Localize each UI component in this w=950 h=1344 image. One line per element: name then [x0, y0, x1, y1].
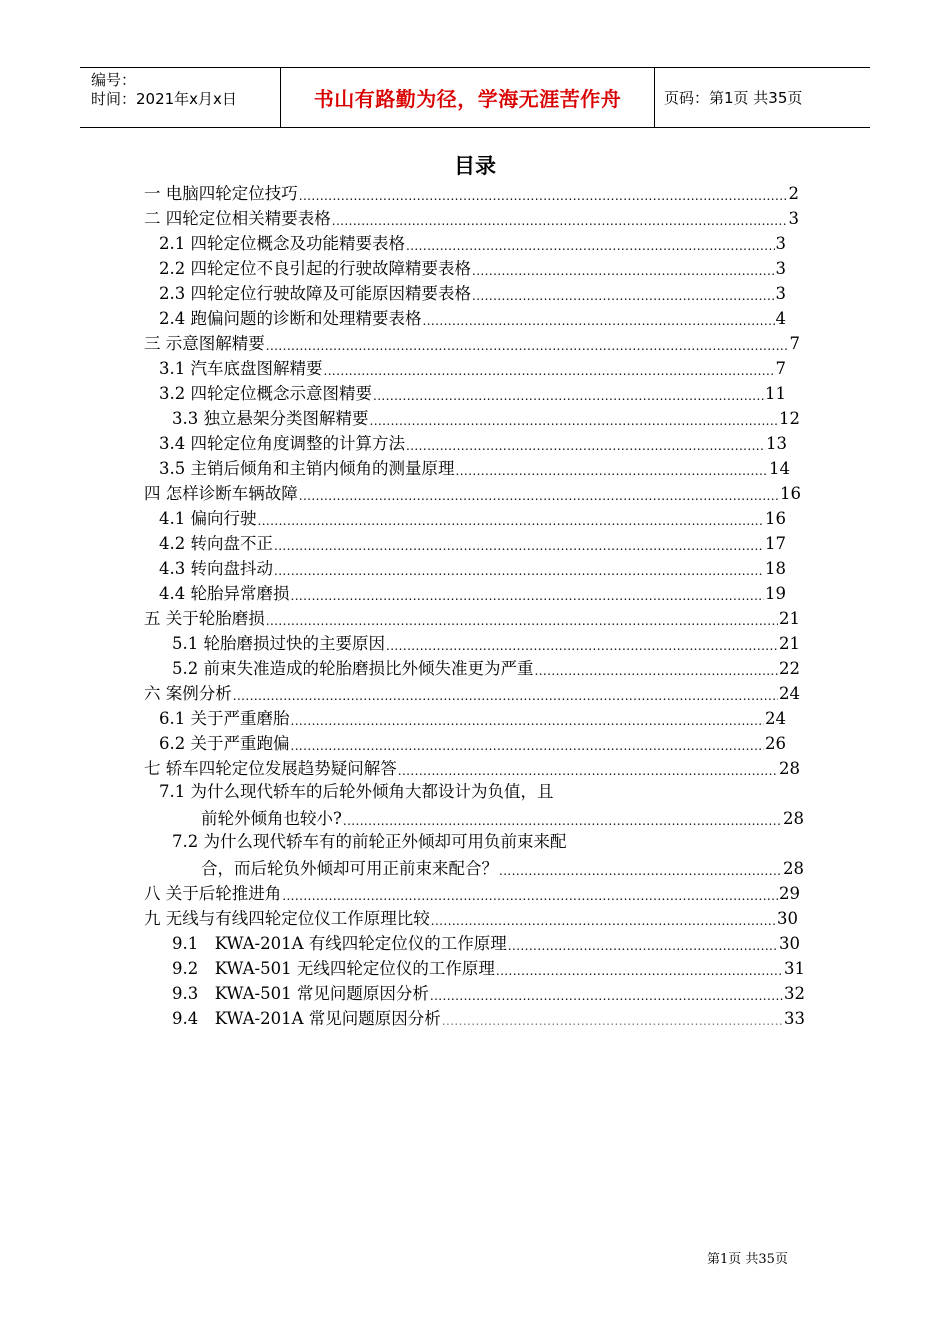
toc-leader-dots [496, 962, 783, 980]
toc-entry-page: 30 [779, 934, 800, 953]
header-number-label: 编号： [91, 71, 137, 89]
toc-leader-dots [499, 862, 782, 880]
toc-entry-page: 4 [775, 309, 786, 328]
toc-leader-dots [282, 887, 778, 905]
toc-entry[interactable] [144, 331, 800, 355]
toc-entry-label: 5.1 轮胎磨损过快的主要原因 [172, 634, 385, 653]
toc-leader-dots [423, 312, 775, 330]
toc-entry-label: 4.1 偏向行驶 [159, 509, 257, 528]
toc-entry-page: 22 [779, 659, 800, 678]
toc-entry-page: 24 [765, 709, 786, 728]
toc-entry-label: 2.3 四轮定位行驶故障及可能原因精要表格 [159, 284, 471, 303]
toc-entry-page: 7 [789, 334, 800, 353]
toc-leader-dots [535, 662, 779, 680]
toc-entry[interactable] [172, 406, 800, 430]
page-header [80, 67, 870, 128]
toc-entry-label: 3.1 汽车底盘图解精要 [159, 359, 323, 378]
toc-entry[interactable] [172, 981, 805, 1005]
header-page-info: 页码：第1页 共35页 [664, 89, 803, 107]
toc-entry-page: 16 [765, 509, 786, 528]
toc-title: 目录 [454, 154, 496, 178]
toc-leader-dots [324, 362, 775, 380]
toc-leader-dots [442, 1012, 783, 1030]
toc-entry[interactable] [201, 856, 804, 880]
toc-entry[interactable] [159, 356, 786, 380]
toc-entry[interactable] [201, 806, 804, 830]
toc-entry[interactable] [172, 931, 800, 955]
toc-leader-dots [472, 287, 775, 305]
toc-entry[interactable] [172, 956, 805, 980]
toc-entry-label: 三 示意图解精要 [144, 334, 265, 353]
toc-entry-label: 四 怎样诊断车辆故障 [144, 484, 298, 503]
toc-entry[interactable] [144, 181, 799, 205]
toc-entry-label: 一 电脑四轮定位技巧 [144, 184, 298, 203]
toc-entry[interactable] [144, 881, 800, 905]
toc-leader-dots [398, 762, 778, 780]
toc-leader-dots [431, 912, 776, 930]
toc-entry-page: 3 [775, 284, 786, 303]
toc-entry-label: 2.4 跑偏问题的诊断和处理精要表格 [159, 309, 422, 328]
toc-entry-page: 11 [765, 384, 786, 403]
toc-leader-dots [266, 612, 778, 630]
toc-entry-page: 16 [780, 484, 801, 503]
toc-entry-page: 13 [766, 434, 787, 453]
toc-entry-label: 八 关于后轮推进角 [144, 884, 282, 903]
toc-entry-page: 14 [769, 459, 790, 478]
toc-entry-label: 3.5 主销后倾角和主销内倾角的测量原理 [159, 459, 455, 478]
toc-entry-page: 32 [784, 984, 805, 1003]
toc-leader-dots [430, 987, 783, 1005]
toc-entry-page: 31 [784, 959, 805, 978]
toc-entry-page: 7 [775, 359, 786, 378]
toc-entry[interactable] [159, 381, 786, 405]
toc-entry-label: 二 四轮定位相关精要表格 [144, 209, 331, 228]
page-footer: 第1页 共35页 [707, 1252, 788, 1267]
header-motto: 书山有路勤为径，学海无涯苦作舟 [281, 68, 655, 127]
toc-entry[interactable] [172, 631, 800, 655]
toc-entry-label: 五 关于轮胎磨损 [144, 609, 265, 628]
toc-leader-dots [291, 712, 765, 730]
toc-entry-page: 2 [788, 184, 799, 203]
toc-entry[interactable] [159, 531, 786, 555]
toc-entry-label: 九 无线与有线四轮定位仪工作原理比较 [144, 909, 430, 928]
toc-entry[interactable] [144, 756, 800, 780]
toc-entry-page: 30 [777, 909, 798, 928]
toc-entry[interactable] [144, 606, 800, 630]
toc-entry-label: 前轮外倾角也较小? [201, 809, 342, 828]
toc-entry-label: 9.2 KWA-501 无线四轮定位仪的工作原理 [172, 959, 495, 978]
toc-leader-dots [370, 412, 779, 430]
toc-entry-page: 18 [765, 559, 786, 578]
toc-entry-label: 6.2 关于严重跑偏 [159, 734, 290, 753]
toc-entry[interactable] [159, 256, 786, 280]
toc-entry-page: 3 [775, 259, 786, 278]
toc-entry-page: 33 [784, 1009, 805, 1028]
toc-entry-label: 4.2 转向盘不正 [159, 534, 273, 553]
toc-leader-dots [472, 262, 775, 280]
toc-entry[interactable] [144, 481, 801, 505]
toc-entry-label: 9.1 KWA-201A 有线四轮定位仪的工作原理 [172, 934, 507, 953]
toc-entry-page: 28 [783, 809, 804, 828]
toc-leader-dots [332, 212, 788, 230]
toc-entry[interactable] [144, 906, 798, 930]
toc-entry[interactable] [159, 306, 786, 330]
header-time-label: 时间：2021年x月x日 [91, 90, 237, 108]
toc-entry-page: 24 [779, 684, 800, 703]
toc-entry-label: 3.4 四轮定位角度调整的计算方法 [159, 434, 405, 453]
toc-leader-dots [274, 537, 764, 555]
toc-entry-page: 21 [779, 609, 800, 628]
toc-leader-dots [386, 637, 778, 655]
toc-entry-label: 2.1 四轮定位概念及功能精要表格 [159, 234, 405, 253]
toc-leader-dots [266, 337, 789, 355]
toc-entry[interactable] [159, 581, 786, 605]
toc-entry-label[interactable]: 7.2 为什么现代轿车有的前轮正外倾却可用负前束来配 [172, 832, 567, 851]
toc-entry[interactable] [144, 206, 799, 230]
toc-entry-page: 26 [765, 734, 786, 753]
toc-leader-dots [343, 812, 782, 830]
toc-entry-page: 19 [765, 584, 786, 603]
toc-entry-label: 4.4 轮胎异常磨损 [159, 584, 290, 603]
toc-entry[interactable] [159, 556, 786, 580]
toc-entry[interactable] [159, 456, 790, 480]
toc-entry-page: 29 [779, 884, 800, 903]
toc-entry[interactable] [172, 1006, 805, 1030]
toc-entry-page: 3 [788, 209, 799, 228]
header-meta [80, 68, 281, 127]
toc-entry[interactable] [159, 231, 786, 255]
toc-entry[interactable] [159, 731, 786, 755]
toc-leader-dots [299, 187, 788, 205]
toc-leader-dots [508, 937, 778, 955]
toc-entry[interactable] [159, 431, 787, 455]
toc-entry[interactable] [144, 681, 800, 705]
toc-entry-page: 28 [783, 859, 804, 878]
toc-entry-label: 合，而后轮负外倾却可用正前束来配合？ [201, 859, 498, 878]
toc-leader-dots [258, 512, 765, 530]
toc-entry-label: 六 案例分析 [144, 684, 232, 703]
toc-entry[interactable] [159, 706, 786, 730]
toc-leader-dots [373, 387, 764, 405]
toc-entry[interactable] [172, 656, 800, 680]
toc-entry-page: 21 [779, 634, 800, 653]
toc-leader-dots [291, 587, 765, 605]
toc-entry-label: 4.3 转向盘抖动 [159, 559, 273, 578]
toc-leader-dots [291, 737, 765, 755]
toc-leader-dots [233, 687, 778, 705]
toc-entry-label: 3.3 独立悬架分类图解精要 [172, 409, 369, 428]
toc-entry-label: 5.2 前束失准造成的轮胎磨损比外倾失准更为严重 [172, 659, 534, 678]
toc-entry-label: 七 轿车四轮定位发展趋势疑问解答 [144, 759, 397, 778]
toc-entry-label: 9.3 KWA-501 常见问题原因分析 [172, 984, 429, 1003]
toc-entry-label: 6.1 关于严重磨胎 [159, 709, 290, 728]
toc-entry[interactable] [159, 281, 786, 305]
toc-entry-label: 2.2 四轮定位不良引起的行驶故障精要表格 [159, 259, 471, 278]
toc-leader-dots [406, 437, 765, 455]
toc-leader-dots [406, 237, 775, 255]
toc-leader-dots [456, 462, 769, 480]
toc-leader-dots [299, 487, 779, 505]
toc-entry-label[interactable]: 7.1 为什么现代轿车的后轮外倾角大都设计为负值，且 [159, 782, 554, 801]
toc-entry-page: 3 [775, 234, 786, 253]
toc-entry-page: 17 [765, 534, 786, 553]
toc-entry-page: 28 [779, 759, 800, 778]
toc-entry[interactable] [159, 506, 786, 530]
toc-entry-page: 12 [779, 409, 800, 428]
toc-leader-dots [274, 562, 764, 580]
toc-entry-label: 3.2 四轮定位概念示意图精要 [159, 384, 372, 403]
toc-entry-label: 9.4 KWA-201A 常见问题原因分析 [172, 1009, 441, 1028]
